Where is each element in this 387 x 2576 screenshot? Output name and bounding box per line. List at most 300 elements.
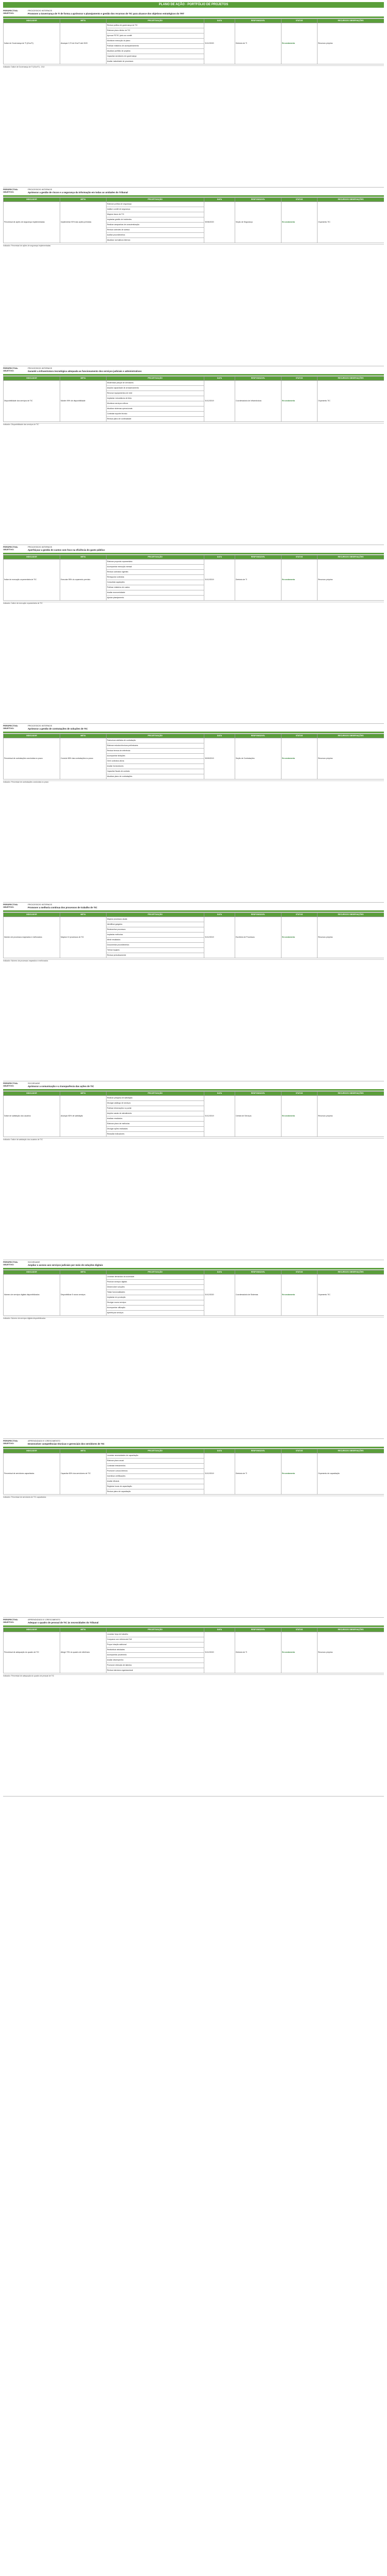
column-header: META [60,555,107,559]
objective-value: Adequar o quadro de pessoal de TIC às necessidades do Tribunal [28,1621,99,1624]
table-header-row [4,734,384,738]
plan-section [3,1260,384,1439]
column-header: INDICADOR [4,1449,60,1453]
action-cell: Publicar informações no portal [107,1106,204,1111]
perspective-label: PERSPECTIVA: [3,903,19,906]
section-divider [3,1625,384,1627]
column-header: PROJETO/AÇÃO [107,1628,204,1632]
perspective-label: PERSPECTIVA: [3,1260,19,1263]
owner-cell: Diretoria de TI [235,559,282,600]
column-header: RESPONSÁVEL [235,197,282,201]
column-header: PROJETO/AÇÃO [107,912,204,917]
action-cell: Renegociar contratos [107,574,204,580]
plan-section [3,366,384,545]
action-cell: Modernizar parque de servidores [107,380,204,385]
action-cell: Revisar estrutura organizacional [107,1668,204,1673]
perspective-label: PERSPECTIVA: [3,545,19,548]
column-header: DATA [204,19,235,23]
action-cell: Elaborar política de segurança [107,201,204,207]
resources-cell: Recursos próprios [318,1632,384,1673]
column-header: DATA [204,376,235,380]
resources-cell: Recursos próprios [318,1095,384,1137]
goal-cell: Executar 95% do orçamento previsto [60,559,107,600]
action-cell: Avaliar economicidade [107,590,204,595]
section-footnote: Indicador: Índice de execução orçamentária de TIC [3,602,384,605]
date-cell: 31/12/2019 [204,917,235,958]
column-header: RESPONSÁVEL [235,734,282,738]
section-footnote: Indicador: Percentual de servidores de TIC capacitados [3,1496,384,1499]
column-header: INDICADOR [4,1091,60,1095]
perspective-value: APRENDIZADO E CRESCIMENTO [28,1439,61,1442]
action-cell: Gerir contratos ativos [107,758,204,764]
perspective-label: PERSPECTIVA: [3,1618,19,1621]
goal-cell: Implementar 90% das ações previstas [60,201,107,243]
column-header: INDICADOR [4,197,60,201]
status-cell: Em andamento [282,380,318,421]
action-cell: Publicar relatórios de custos [107,585,204,590]
objective-value: Garantir a infraestrutura tecnológica adequada ao funcionamento dos serviços judiciais e administrativos [28,370,142,373]
column-header: DATA [204,912,235,917]
column-header: STATUS [282,1091,318,1095]
action-cell: Monitorar serviços críticos [107,401,204,406]
action-cell: Medir resultados [107,937,204,942]
column-header: STATUS [282,197,318,201]
action-cell: Levantar força de trabalho [107,1632,204,1637]
status-cell: Em andamento [282,1632,318,1673]
column-header: DATA [204,197,235,201]
action-cell: Realizar campanhas de conscientização [107,222,204,227]
perspective-value: PROCESSOS INTERNOS [28,545,52,548]
column-header: META [60,912,107,917]
status-cell: Em andamento [282,1274,318,1315]
objective-label: OBJETIVO: [3,1442,14,1445]
plan-table [3,197,384,243]
action-cell: Redesenhar processos [107,927,204,932]
owner-cell: Escritório de Processos [235,917,282,958]
column-header: RESPONSÁVEL [235,19,282,23]
section-footnote: Indicador: Percentual de adequação do quadro de pessoal de TIC [3,1674,384,1678]
goal-cell: Alcançar 0,70 de iGovTI até 2020 [60,23,107,64]
action-cell: Atualizar normativos internos [107,238,204,243]
column-header: DATA [204,1091,235,1095]
status-cell: Em andamento [282,201,318,243]
indicator-cell: Número de processos mapeados e melhorados [4,917,60,958]
resources-cell: Recursos próprios [318,917,384,958]
perspective-label: PERSPECTIVA: [3,724,19,727]
column-header: RECURSOS/ OBSERVAÇÕES [318,376,384,380]
action-cell: Testar funcionalidades [107,1290,204,1295]
column-header: STATUS [282,1628,318,1632]
action-cell: Registrar horas de capacitação [107,1484,204,1489]
goal-cell: Capacitar 80% dos servidores de TIC [60,1453,107,1494]
action-cell: Revisar controles de acesso [107,227,204,232]
indicator-cell: Percentual de adequação do quadro de TIC [4,1632,60,1673]
action-cell: Implantar em produção [107,1295,204,1300]
table-header-row [4,1270,384,1274]
action-cell: Renovar equipamentos de rede [107,391,204,396]
column-header: RECURSOS/ OBSERVAÇÕES [318,1091,384,1095]
plan-section [3,188,384,366]
section-divider [3,553,384,554]
section-meta [3,189,384,194]
table-row [4,201,384,207]
owner-cell: Seção de Contratações [235,738,282,779]
column-header: STATUS [282,555,318,559]
section-footnote: Indicador: Percentual de contratações concluídas no prazo [3,781,384,784]
action-cell: Ampliar capacidade de armazenamento [107,385,204,391]
objective-label: OBJETIVO: [3,191,14,194]
section-footnote: Indicador: Índice de satisfação dos usuários de TIC [3,1138,384,1142]
action-cell: Consolidar aquisições [107,580,204,585]
owner-cell: Seção de Segurança [235,201,282,243]
section-divider [3,1447,384,1448]
plan-table [3,1091,384,1137]
section-footnote: Indicador: Disponibilidade dos serviços de TIC [3,423,384,427]
perspective-label: PERSPECTIVA: [3,366,19,369]
objective-value: Promover a melhoria contínua dos processos de trabalho de TIC [28,906,97,909]
action-cell: Redistribuir atividades [107,1647,204,1652]
resources-cell: Recursos próprios [318,738,384,779]
table-header-row [4,1449,384,1453]
perspective-value: SOCIEDADE [28,1260,40,1263]
plan-table [3,734,384,779]
action-cell: Acompanhar execução mensal [107,564,204,569]
perspective-label: PERSPECTIVA: [3,1081,19,1084]
section-meta [3,1261,384,1267]
owner-cell: Diretoria de TI [235,1632,282,1673]
table-header-row [4,197,384,201]
date-cell: 31/12/2019 [204,1453,235,1494]
column-header: STATUS [282,912,318,917]
table-header-row [4,1091,384,1095]
resources-cell: Orçamento TIC [318,201,384,243]
perspective-value: APRENDIZADO E CRESCIMENTO [28,1618,61,1621]
objective-label: OBJETIVO: [3,369,14,372]
action-cell: Elaborar plano anual [107,1458,204,1463]
section-divider [3,374,384,376]
resources-cell: Recursos próprios [318,23,384,64]
indicator-cell: Número de serviços digitais disponibilizados [4,1274,60,1315]
action-cell: Ajustar planejamento [107,595,204,600]
section-meta [3,725,384,731]
plan-section [3,903,384,1081]
indicator-cell: Índice de execução orçamentária de TIC [4,559,60,600]
table-header-row [4,376,384,380]
indicator-cell: Índice de satisfação dos usuários [4,1095,60,1137]
column-header: STATUS [282,19,318,23]
section-meta [3,1619,384,1624]
action-cell: Avaliar eficácia [107,1479,204,1484]
date-cell: 31/12/2019 [204,559,235,600]
indicator-cell: Índice de Governança de TI (iGovTI) [4,23,60,64]
action-cell: Treinar equipes [107,947,204,953]
resources-cell: Orçamento de capacitação [318,1453,384,1494]
column-header: RESPONSÁVEL [235,1449,282,1453]
section-meta [3,1082,384,1088]
action-cell: Auditar procedimentos [107,232,204,238]
action-cell: Comparar com referencial CNJ [107,1637,204,1642]
column-header: DATA [204,1270,235,1274]
section-meta [3,367,384,373]
column-header: META [60,19,107,23]
plan-section [3,9,384,188]
perspective-label: PERSPECTIVA: [3,188,19,191]
action-cell: Elaborar estudos técnicos preliminares [107,743,204,748]
column-header: INDICADOR [4,734,60,738]
objective-label: OBJETIVO: [3,727,14,730]
action-cell: Realizar pesquisa de satisfação [107,1095,204,1100]
action-cell: Identificar gargalos [107,922,204,927]
objective-value: Aperfeiçoar a gestão de custos com foco na eficiência do gasto público [28,549,105,552]
section-meta [3,10,384,15]
column-header: STATUS [282,734,318,738]
action-cell: Ampliar canais de atendimento [107,1111,204,1116]
action-cell: Implantar melhorias [107,932,204,937]
column-header: RECURSOS/ OBSERVAÇÕES [318,734,384,738]
column-header: META [60,1628,107,1632]
action-cell: Elaborar plano de melhorias [107,1121,204,1126]
action-cell: Incentivar certificações [107,1473,204,1479]
status-cell: Em andamento [282,23,318,64]
action-cell: Levantar demandas da sociedade [107,1274,204,1279]
column-header: META [60,734,107,738]
section-divider [3,732,384,733]
column-header: RESPONSÁVEL [235,555,282,559]
column-header: META [60,1449,107,1453]
section-footnote: Indicador: Número de serviços digitais disponibilizados [3,1317,384,1320]
table-row [4,1274,384,1279]
section-meta [3,904,384,909]
plan-table [3,376,384,422]
action-cell: Padronizar artefatos de contratação [107,738,204,743]
owner-cell: Central de Serviços [235,1095,282,1137]
objective-label: OBJETIVO: [3,1621,14,1624]
section-footnote: Indicador: Percentual de ações de segurança implementadas [3,244,384,248]
sections-container [3,9,384,1797]
column-header: INDICADOR [4,1628,60,1632]
goal-cell: Mapear 10 processos de TIC [60,917,107,958]
date-cell: 31/12/2020 [204,1632,235,1673]
objective-value: Promover a Governança de TI de forma a aprimorar o planejamento e gestão dos recursos de TIC para alcance dos objetivos estratégicos do TRT [28,12,185,15]
column-header: PROJETO/AÇÃO [107,1449,204,1453]
plan-table [3,1449,384,1495]
column-header: DATA [204,734,235,738]
perspective-value: PROCESSOS INTERNOS [28,366,52,369]
section-divider [3,16,384,18]
column-header: RECURSOS/ OBSERVAÇÕES [318,912,384,917]
table-row [4,559,384,564]
action-cell: Atualizar plano de contratações [107,774,204,779]
column-header: RECURSOS/ OBSERVAÇÕES [318,197,384,201]
action-cell: Atualizar portfólio de projetos [107,48,204,54]
owner-cell: Coordenadoria de Sistemas [235,1274,282,1315]
column-header: INDICADOR [4,912,60,917]
column-header: RESPONSÁVEL [235,912,282,917]
action-cell: Divulgar novos serviços [107,1300,204,1305]
action-cell: Revisar plano de capacitação [107,1489,204,1494]
action-cell: Revisar plano de continuidade [107,416,204,421]
indicator-cell: Percentual de ações de segurança implementadas [4,201,60,243]
column-header: RESPONSÁVEL [235,376,282,380]
plan-table [3,19,384,64]
column-header: PROJETO/AÇÃO [107,1270,204,1274]
table-row [4,1632,384,1637]
table-row [4,917,384,922]
section-meta [3,546,384,552]
section-divider [3,1089,384,1091]
perspective-value: PROCESSOS INTERNOS [28,724,52,727]
date-cell: 30/09/2019 [204,738,235,779]
table-row [4,1095,384,1100]
action-cell: Avaliar fornecedores [107,764,204,769]
column-header: PROJETO/AÇÃO [107,734,204,738]
perspective-label: PERSPECTIVA: [3,9,19,12]
action-cell: Mapear processos atuais [107,917,204,922]
column-header: INDICADOR [4,555,60,559]
action-cell: Aprovar PDTIC junto ao comitê [107,33,204,38]
table-row [4,738,384,743]
column-header: RESPONSÁVEL [235,1091,282,1095]
column-header: PROJETO/AÇÃO [107,19,204,23]
action-cell: Divulgar ações realizadas [107,1126,204,1131]
action-cell: Aperfeiçoar serviços [107,1310,204,1315]
objective-label: OBJETIVO: [3,548,14,551]
action-cell: Analisar resultados [107,1116,204,1121]
column-header: RECURSOS/ OBSERVAÇÕES [318,1628,384,1632]
action-cell: Acompanhar licitações [107,753,204,758]
action-cell: Contratar treinamentos [107,1463,204,1468]
column-header: RESPONSÁVEL [235,1628,282,1632]
action-cell: Acompanhar utilização [107,1305,204,1310]
action-cell: Desenvolver soluções [107,1284,204,1290]
status-cell: Em andamento [282,1095,318,1137]
column-header: PROJETO/AÇÃO [107,197,204,201]
section-divider [3,1268,384,1269]
table-row [4,1453,384,1458]
date-cell: 31/12/2020 [204,23,235,64]
column-header: INDICADOR [4,376,60,380]
plan-table [3,555,384,601]
section-footnote: Indicador: Número de processos mapeados e melhorados [3,959,384,963]
table-header-row [4,1628,384,1632]
column-header: RECURSOS/ OBSERVAÇÕES [318,19,384,23]
perspective-value: SOCIEDADE [28,1081,40,1084]
action-cell: Implantar redundância de links [107,396,204,401]
table-header-row [4,912,384,917]
column-header: RECURSOS/ OBSERVAÇÕES [318,1270,384,1274]
column-header: DATA [204,555,235,559]
action-cell: Acompanhar provimento [107,1652,204,1657]
column-header: PROJETO/AÇÃO [107,376,204,380]
plan-section [3,1618,384,1797]
objective-value: Aprimorar a comunicação e a transparência das ações de TIC [28,1085,94,1088]
status-cell: Em andamento [282,559,318,600]
column-header: DATA [204,1628,235,1632]
column-header: META [60,376,107,380]
action-cell: Avaliar maturidade de processos [107,59,204,64]
action-cell: Elaborar plano diretor de TIC [107,28,204,33]
objective-value: Aprimorar a gestão de contratações de soluções de TIC [28,727,88,731]
action-cell: Divulgar catálogo de serviços [107,1100,204,1106]
resources-cell: Recursos próprios [318,559,384,600]
table-header-row [4,19,384,23]
column-header: STATUS [282,1449,318,1453]
column-header: INDICADOR [4,19,60,23]
owner-cell: Diretoria de TI [235,1453,282,1494]
status-cell: Em andamento [282,917,318,958]
owner-cell: Diretoria de TI [235,23,282,64]
table-row [4,380,384,385]
objective-value: Desenvolver competências técnicas e gerenciais dos servidores de TIC [28,1443,105,1446]
objective-value: Ampliar o acesso aos serviços judiciais por meio de soluções digitais [28,1264,103,1267]
status-cell: Em andamento [282,738,318,779]
action-cell: Promover retenção de talentos [107,1663,204,1668]
action-cell: Levantar necessidades de capacitação [107,1453,204,1458]
objective-value: Aprimorar a gestão de riscos e a segurança da informação em todas as unidades do Tribunal [28,191,128,194]
objective-label: OBJETIVO: [3,1263,14,1266]
plan-section [3,1081,384,1260]
indicator-cell: Disponibilidade dos serviços de TIC [4,380,60,421]
perspective-value: PROCESSOS INTERNOS [28,903,52,906]
column-header: RECURSOS/ OBSERVAÇÕES [318,555,384,559]
plan-section [3,1439,384,1618]
action-cell: Promover cursos internos [107,1468,204,1473]
column-header: META [60,197,107,201]
status-cell: Em andamento [282,1453,318,1494]
goal-cell: Manter 99% de disponibilidade [60,380,107,421]
goal-cell: Disponibilizar 5 novos serviços [60,1274,107,1315]
date-cell: 30/06/2020 [204,201,235,243]
plan-section [3,545,384,724]
action-cell: Capacitar servidores em governança [107,54,204,59]
action-cell: Implantar gestão de incidentes [107,217,204,222]
table-header-row [4,555,384,559]
resources-cell: Orçamento TIC [318,1274,384,1315]
action-cell: Reavaliar indicadores [107,1131,204,1137]
objective-label: OBJETIVO: [3,1084,14,1088]
perspective-value: PROCESSOS INTERNOS [28,188,52,191]
action-cell: Elaborar proposta orçamentária [107,559,204,564]
action-cell: Instituir comitê de segurança [107,207,204,212]
resources-cell: Orçamento TIC [318,380,384,421]
perspective-value: PROCESSOS INTERNOS [28,9,52,12]
action-cell: Revisar periodicamente [107,953,204,958]
column-header: STATUS [282,1270,318,1274]
owner-cell: Coordenadoria de Infraestrutura [235,380,282,421]
goal-cell: Concluir 85% das contratações no prazo [60,738,107,779]
action-cell: Documentar procedimentos [107,942,204,947]
column-header: META [60,1091,107,1095]
action-cell: Revisar termos de referência [107,748,204,753]
plan-table [3,1270,384,1316]
action-cell: Publicar relatórios de acompanhamento [107,43,204,48]
section-meta [3,1440,384,1446]
goal-cell: Alcançar 80% de satisfação [60,1095,107,1137]
action-cell: Monitorar execução do plano [107,38,204,43]
objective-label: OBJETIVO: [3,12,14,15]
action-cell: Revisar contratos vigentes [107,569,204,574]
plan-table [3,912,384,958]
goal-cell: Atingir 70% do quadro de referência [60,1632,107,1673]
action-cell: Mapear riscos de TIC [107,212,204,217]
action-cell: Capacitar fiscais de contrato [107,769,204,774]
indicator-cell: Percentual de servidores capacitados [4,1453,60,1494]
action-cell: Atualizar sistemas operacionais [107,406,204,411]
action-cell: Propor lotação adicional [107,1642,204,1647]
plan-table [3,1628,384,1673]
table-row [4,23,384,28]
indicator-cell: Percentual de contratações concluídas no prazo [4,738,60,779]
